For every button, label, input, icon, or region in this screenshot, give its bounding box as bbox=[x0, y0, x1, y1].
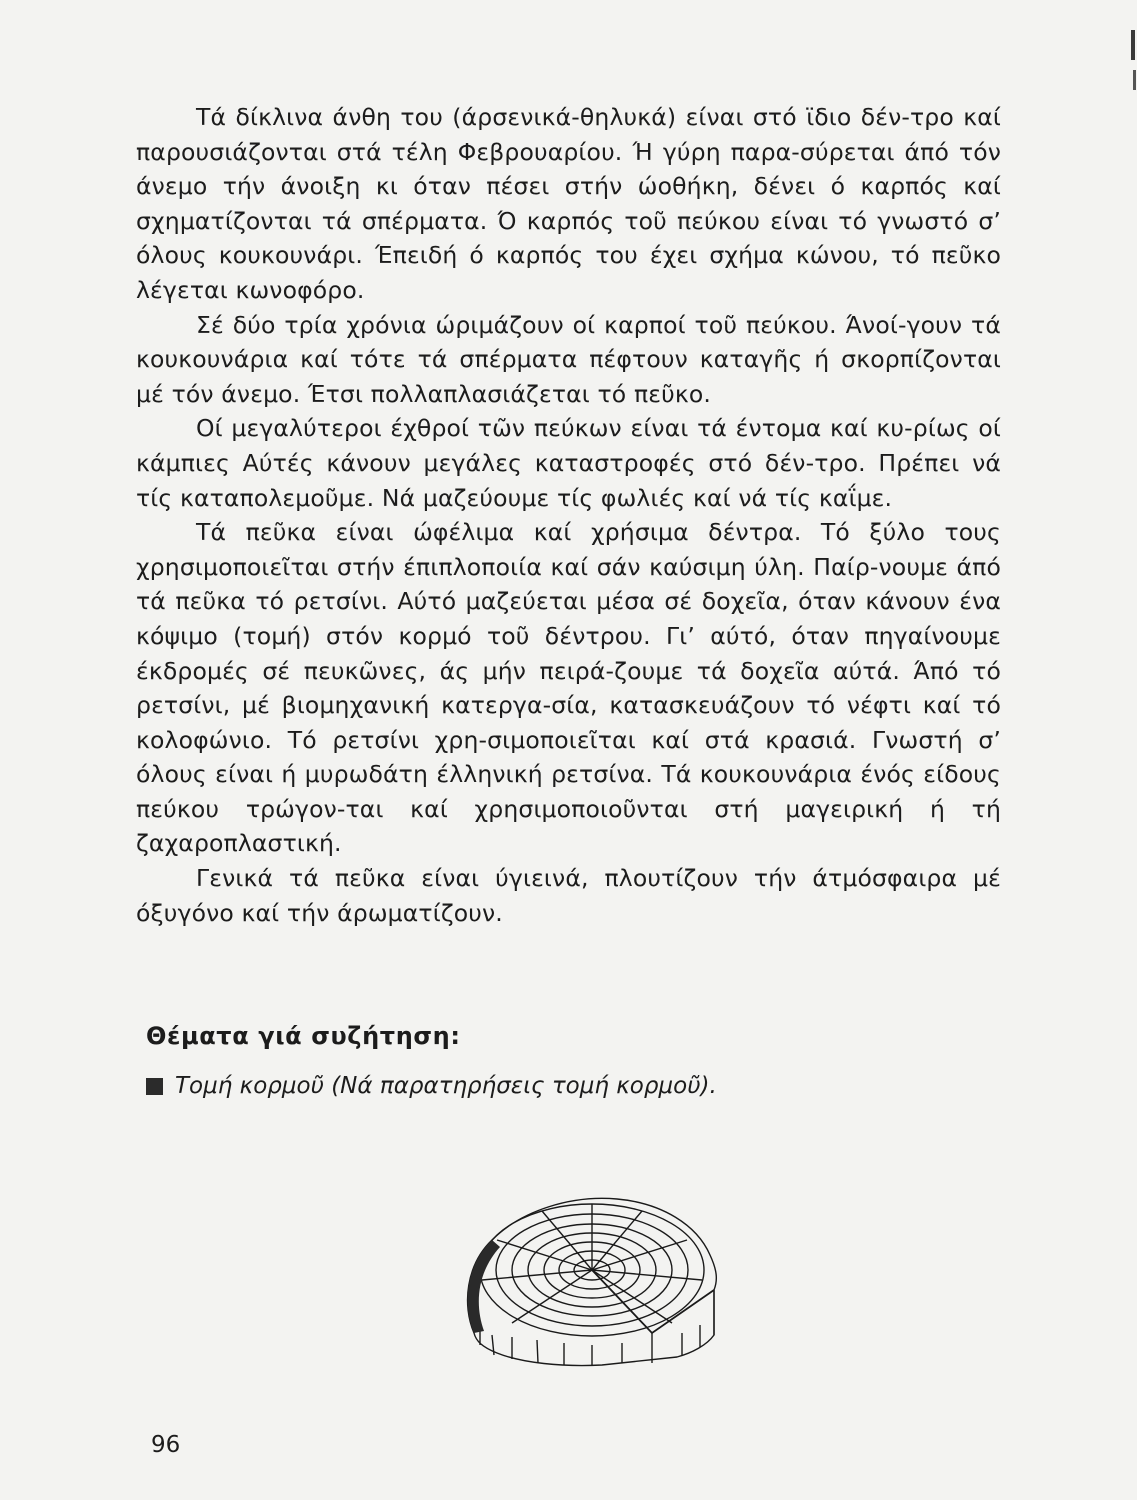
discussion-bullet-text: Τομή κορμοῦ (Νά παρατηρήσεις τομή κορμοῦ). bbox=[175, 1073, 717, 1099]
paragraph-flowers: Τά δίκλινα άνθη του (άρσενικά-θηλυκά) είναι στό ϊδιο δέν-τρο καί παρουσιάζονται στά τέλη Φεβρουαρίου. Ή γύρη παρα-σύρεται άπό τόν άνεμο τήν άνοιξη κι όταν πέσει στήν ώοθήκη, δένει ό καρπός καί σχηματίζονται τά σπέρματα. Ό καρπός τοῦ πεύκου είναι τό γνωστό σ’ όλους κουκουνάρι. Έπειδή ό καρπός του έχει σχήμα κώνου, τό πεῦκο λέγεται κωνοφόρο. bbox=[136, 103, 1001, 304]
discussion-bullet bbox=[146, 1073, 717, 1099]
paragraph-health: Γενικά τά πεῦκα είναι ύγιεινά, πλουτίζουν τήν άτμόσφαιρα μέ όξυγόνο καί τήν άρωματίζουν. bbox=[136, 864, 1001, 927]
bullet-square-icon bbox=[146, 1078, 163, 1095]
body-text bbox=[136, 100, 1001, 930]
paragraph-enemies: Οί μεγαλύτεροι έχθροί τῶν πεύκων είναι τά έντομα καί κυ-ρίως οί κάμπιες Αύτές κάνουν μεγάλες καταστροφές στό δέν-τρο. Πρέπει νά τίς καταπολεμοῦμε. Νά μαζεύουμε τίς φωλιές καί νά τίς καΐμε. bbox=[136, 414, 1001, 512]
trunk-cross-section-illustration bbox=[452, 1185, 727, 1375]
paragraph-fruit-ripening: Σέ δύο τρία χρόνια ώριμάζουν οί καρποί τοῦ πεύκου. Άνοί-γουν τά κουκουνάρια καί τότε τά σπέρματα πέφτουν καταγῆς ή σκορπίζονται μέ τόν άνεμο. Έτσι πολλαπλασιάζεται τό πεῦκο. bbox=[136, 310, 1001, 408]
paragraph-uses: Τά πεῦκα είναι ώφέλιμα καί χρήσιμα δέντρα. Τό ξύλο τους χρησιμοποιεῖται στήν έπιπλοποιία καί σάν καύσιμη ύλη. Παίρ-νουμε άπό τά πεῦκα τό ρετσίνι. Αύτό μαζεύεται μέσα σέ δοχεῖα, όταν κάνουν ένα κόψιμο (τομή) στόν κορμό τοῦ δέντρου. Γι’ αύτό, όταν πηγαίνουμε έκδρομές σέ πευκῶνες, άς μήν πειρά-ζουμε τά δοχεῖα αύτά. Άπό τό ρετσίνι, μέ βιομηχανική κατεργα-σία, κατασκευάζουν τό νέφτι καί τό κολοφώνιο. Τό ρετσίνι χρη-σιμοποιεῖται καί στά κρασιά. Γνωστή σ’ όλους είναι ή μυρωδάτη έλληνική ρετσίνα. Τά κουκουνάρια ένός είδους πεύκου τρώγον-ται καί χρησιμοποιοῦνται στή μαγειρική ή τή ζαχαροπλαστική. bbox=[136, 518, 1001, 858]
scan-edge-marks bbox=[1127, 30, 1137, 110]
discussion-heading: Θέματα γιά συζήτηση: bbox=[146, 1022, 461, 1050]
page-number: 96 bbox=[151, 1432, 181, 1458]
